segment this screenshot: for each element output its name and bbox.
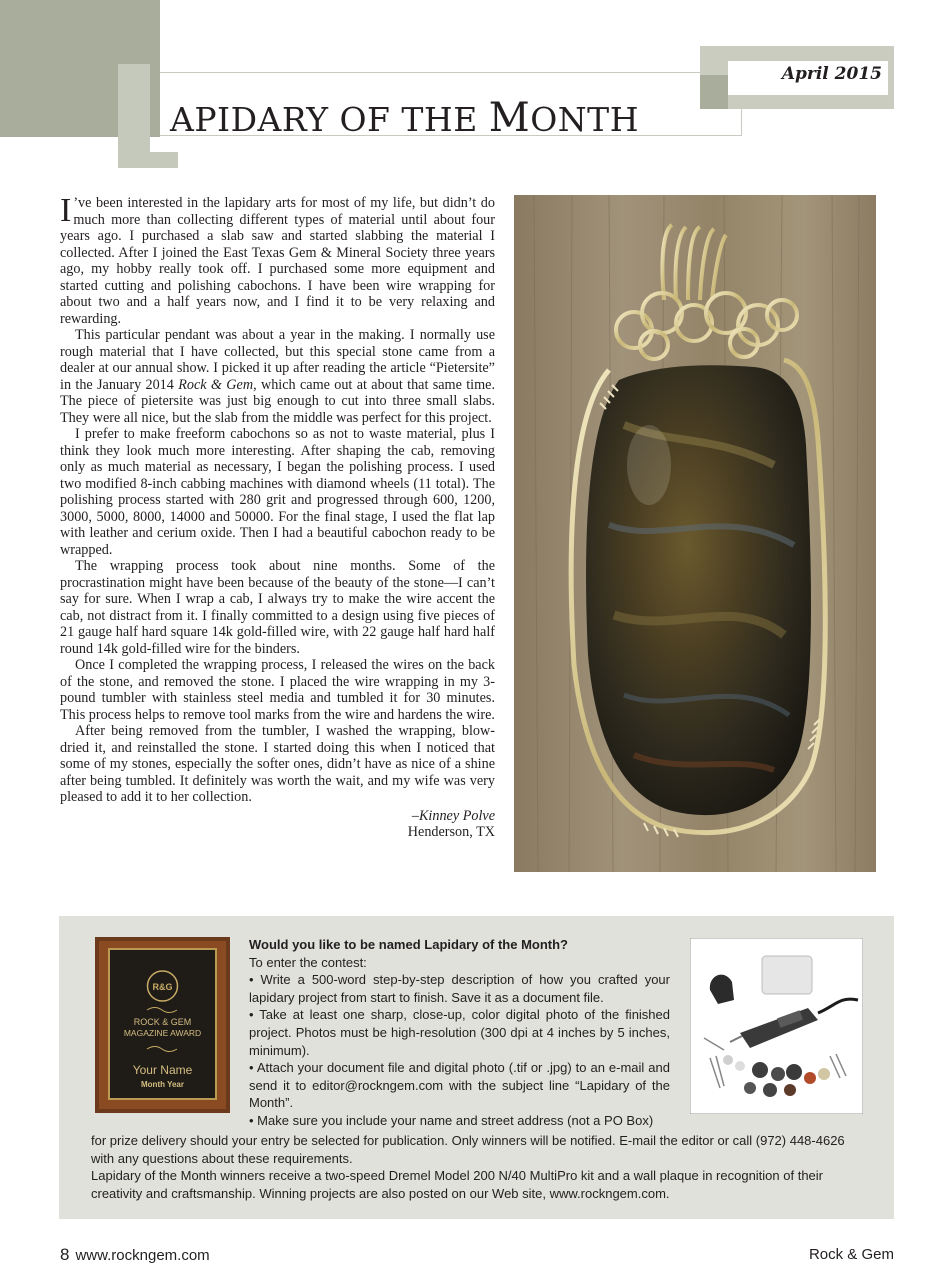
author-location: Henderson, TX	[407, 824, 495, 840]
award-plaque-photo	[95, 937, 230, 1113]
article-body	[60, 192, 495, 841]
article-paragraph-6: After being removed from the tumbler, I washed the wrapping, blow-dried it, and reinstalled the stone. I started doing this when I noticed that some of my stones, especially the softer ones, didn’t have as nice of a shine after being tumbled. It definitely was worth the wait, and my wife was very pleased to add it to her collection.	[60, 723, 495, 805]
pendant-photo	[514, 195, 876, 872]
contest-bullet-4-start: • Make sure you include your name and street address (not a PO Box)	[249, 1112, 654, 1128]
article-paragraph-4: The wrapping process took about nine months. Some of the procrastination might have been because of the beauty of the stone—I can’t say for sure. When I wrap a cab, I always try to make the wire accent the cab, not distract from it. I finally committed to a design using five pieces of 21 gauge half hard square 14k gold-filled wire, with 22 gauge half hard half round 14k gold-filled wire for the binders.	[60, 558, 495, 657]
paragraph-text: , which came out at about that same time. The piece of pietersite was just big enough to cut into three small slabs. They were all nice, but the slab from the middle was perfect for this project.	[60, 376, 495, 426]
page-title	[170, 95, 639, 141]
paragraph-text: ’ve been interested in the lapidary arts for most of my life, but didn’t do much more than collecting different types of material until about four years ago. I purchased a slab saw and started slabbing the material I collected. After I joined the East Texas Gem & Mineral Society three years ago, my hobby really took off. I purchased some more equipment and started cutting and polishing cabochons. I have been wire wrapping for about two and a half years now, and I find it to be very relaxing and rewarding.	[60, 195, 495, 327]
issue-date: April 2015	[781, 64, 882, 84]
article-paragraph-1	[60, 192, 495, 327]
plaque-seal-text: R&G	[152, 982, 173, 992]
plaque-date: Month Year	[141, 1080, 184, 1089]
contest-bullet-4-end: for prize delivery should your entry be selected for publication. Only winners will be notified. E-mail the editor or call (972) 448-4626 with any questions about these requirements.	[91, 1133, 845, 1166]
plaque-name: Your Name	[132, 1063, 193, 1077]
dremel-kit-photo	[690, 938, 863, 1114]
date-banner-tab	[700, 75, 728, 109]
contest-bullet-3: • Attach your document file and digital photo (.tif or .jpg) to an e-mail and send it to editor@rockngem.com with the subject line “Lapidary of the Month”.	[249, 1060, 670, 1111]
contest-question: Would you like to be named Lapidary of the Month?	[249, 937, 568, 952]
plaque-line-2: MAGAZINE AWARD	[123, 1028, 202, 1038]
paragraph-text: This particular pendant was about a year in the making. I normally use rough material that I have collected, but this special stone came from a dealer at our annual show. I picked it up after reading the article “Pietersite” in the January 2014	[60, 327, 495, 393]
footer-left	[60, 1245, 210, 1265]
contest-instructions-wide	[91, 1132, 869, 1202]
magazine-name-italic: Rock & Gem	[178, 376, 254, 393]
contest-prize: Lapidary of the Month winners receive a two-speed Dremel Model 200 N/40 MultiPro kit and a wall plaque in recognition of their creativity and craftsmanship. Winning projects are also posted on our Web site, www.rockngem.com.	[91, 1168, 823, 1201]
page-number: 8	[60, 1245, 70, 1264]
drop-cap: I	[60, 192, 72, 229]
footer-website: www.rockngem.com	[75, 1247, 210, 1264]
contest-intro: To enter the contest:	[249, 954, 367, 970]
contest-instructions	[249, 936, 670, 1130]
title-initial-letter-foot	[118, 152, 178, 168]
title-cap-m: M	[488, 95, 531, 141]
contest-bullet-1: • Write a 500-word step-by-step description of how you crafted your lapidary project from start to finish. Save it as a document file.	[249, 972, 670, 1005]
title-part2: ONTH	[530, 100, 639, 139]
article-paragraph-2	[60, 327, 495, 426]
author-name: –Kinney Polve	[411, 807, 495, 824]
article-paragraph-5: Once I completed the wrapping process, I released the wires on the back of the stone, and removed the stone. I placed the wire wrapping in my 3-pound tumbler with stainless steel media and tumbled it for 30 minutes. This process helps to remove tool marks from the wire and hardens the wire.	[60, 657, 495, 723]
contest-bullet-2: • Take at least one sharp, close-up, color digital photo of the finished project. Photos must be high-resolution (300 dpi at 4 inches by 5 inches, minimum).	[249, 1007, 670, 1058]
article-paragraph-3: I prefer to make freeform cabochons so as not to waste material, plus I think they look much more interesting. After shaping the cab, removing only as much material as necessary, I began the polishing process. I used two modified 8-inch cabbing machines with diamond wheels (11 total). The polishing process started with 280 grit and progressed through 600, 1200, 3000, 5000, 8000, 14000 and 50000. For the final stage, I used the flat lap with leather and cerium oxide. Then I had a beautiful cabochon ready to be wrapped.	[60, 426, 495, 558]
author-signature	[60, 808, 495, 841]
footer-magazine-name: Rock & Gem	[808, 1246, 894, 1263]
plaque-line-1: ROCK & GEM	[133, 1017, 192, 1027]
title-part1: APIDARY OF THE	[170, 100, 489, 139]
